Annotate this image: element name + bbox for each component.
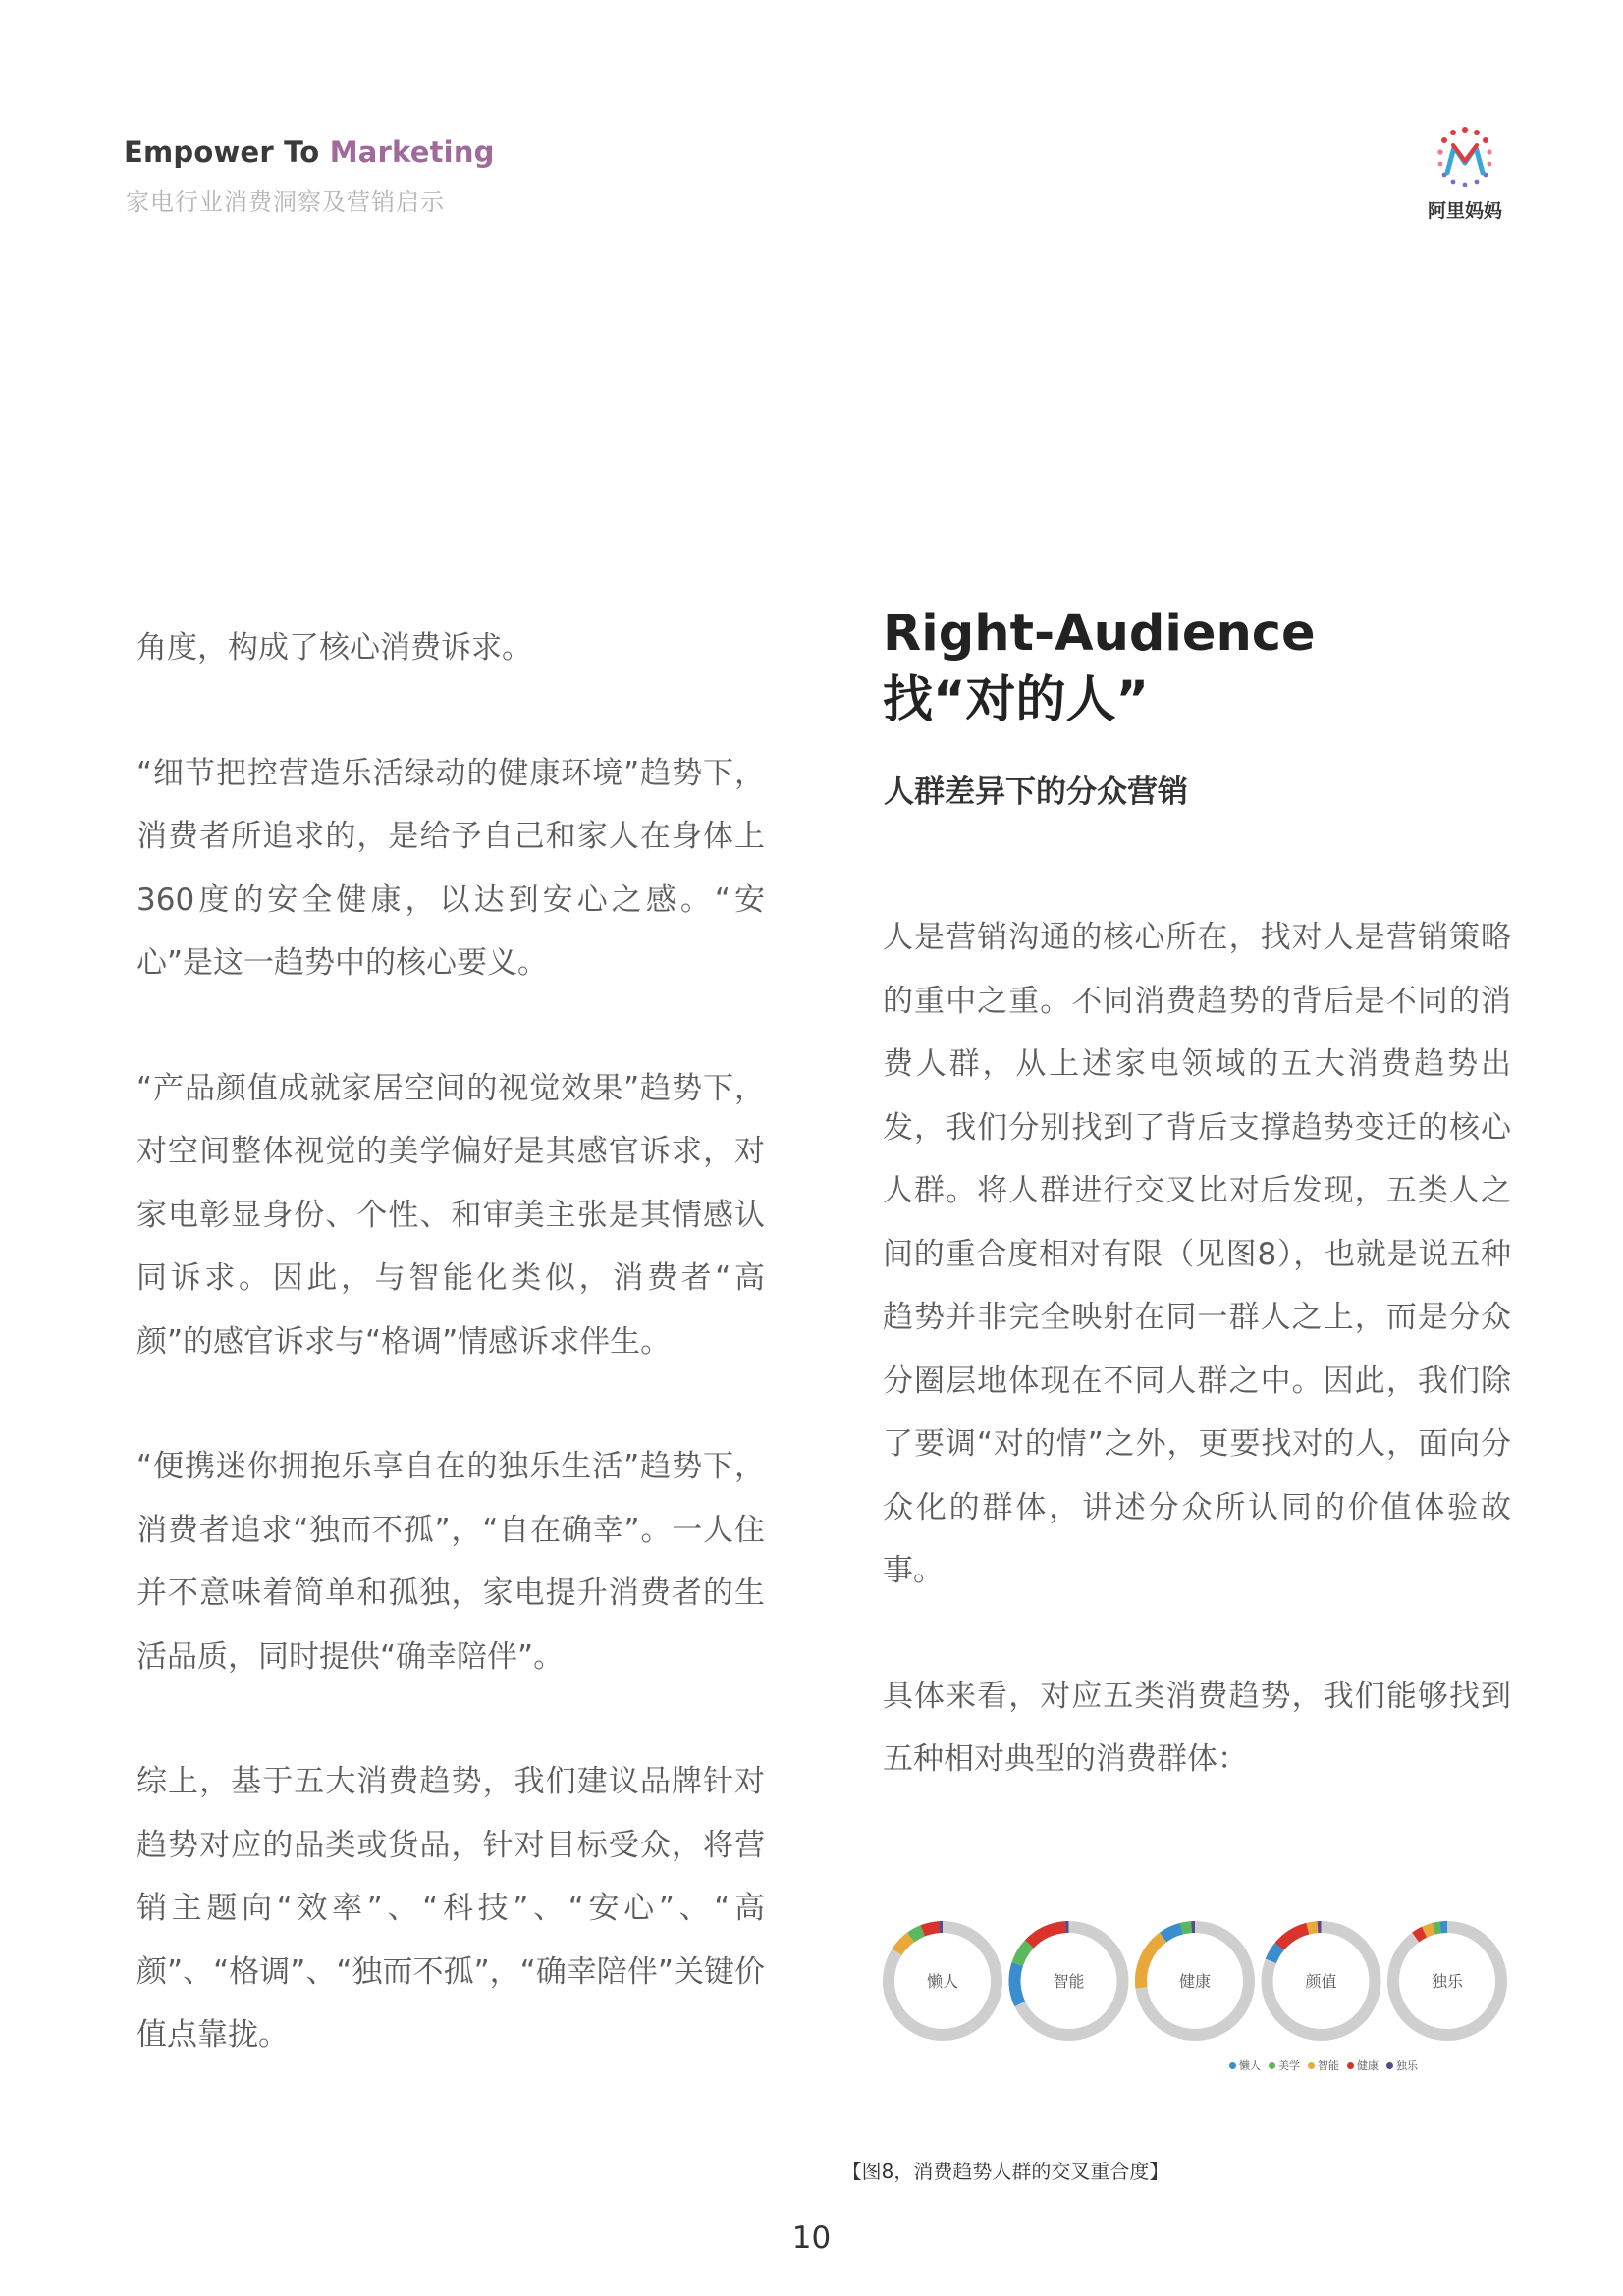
donut-3 <box>1141 1927 1249 2035</box>
left-paragraph: “细节把控营造乐活绿动的健康环境”趋势下，消费者所追求的，是给予自己和家人在身体上360度的安全健康，以达到安心之感。“安心”是这一趋势中的核心要义。 <box>136 755 765 981</box>
donut-segment-智能 <box>1425 1929 1434 1933</box>
donut-1 <box>889 1927 997 2035</box>
donut-label: 懒人 <box>926 1972 959 1991</box>
donut-5 <box>1393 1927 1501 2035</box>
donut-segment-健康 <box>1029 1927 1065 1944</box>
figure-caption: 【图8，消费趋势人群的交叉重合度】 <box>841 2160 1169 2183</box>
right-paragraph: 人是营销沟通的核心所在，找对人是营销策略的重中之重。不同消费趋势的背后是不同的消费人群，从上述家电领域的五大消费趋势出发，我们分别找到了背后支撑趋势变迁的核心人群。将人群进行交叉比对后发现，五类人之间的重合度相对有限（见图8），也就是说五种趋势并非完全映射在同一群人之上，而是分众分圈层地体现在不同人群之中。因此，我们除了要调“对的情”之外，更要找对的人，面向分众化的群体，讲述分众所认同的价值体验故事。 <box>883 920 1511 1588</box>
donut-segment-美学 <box>1181 1927 1191 1929</box>
right-column <box>883 906 1511 1791</box>
alimama-logo <box>1426 122 1504 230</box>
chart-legend <box>1229 2057 1418 2073</box>
donut-segment-智能 <box>1141 1938 1163 1988</box>
donut-label: 颜值 <box>1305 1972 1337 1991</box>
legend-label: 智能 <box>1318 2059 1339 2072</box>
section-title-line2: 找“对的人” <box>883 671 1150 729</box>
donut-segment-智能 <box>1308 1927 1318 1929</box>
header-title <box>124 135 495 169</box>
section-title <box>883 601 1316 734</box>
donut-segment-智能 <box>897 1938 911 1952</box>
donut-segment-健康 <box>1416 1932 1425 1937</box>
donut-segment-懒人 <box>1271 1947 1279 1961</box>
donut-segment-懒人 <box>1014 1964 1019 2003</box>
legend-item <box>1347 2057 1379 2073</box>
header-title-part1: Empower To <box>124 135 320 169</box>
alimama-logo-icon <box>1430 122 1500 192</box>
legend-item <box>1386 2057 1418 2073</box>
donut-segment-懒人 <box>1163 1929 1182 1938</box>
legend-dot <box>1347 2062 1354 2069</box>
left-paragraph: 角度，构成了核心消费诉求。 <box>136 630 532 666</box>
donut-segment-美学 <box>911 1931 923 1938</box>
section-title-line1: Right-Audience <box>883 605 1316 663</box>
header-subtitle: 家电行业消费洞察及营销启示 <box>126 188 445 216</box>
figure-caption-row <box>0 2156 1623 2184</box>
legend-dot <box>1386 2062 1393 2069</box>
donut-label: 独乐 <box>1431 1972 1464 1991</box>
donut-2 <box>1014 1927 1122 2035</box>
legend-dot <box>1308 2062 1315 2069</box>
left-paragraph: “便携迷你拥抱乐享自在的独乐生活”趋势下，消费者追求“独而不孤”，“自在确幸”。一人住并不意味着简单和孤独，家电提升消费者的生活品质，同时提供“确幸陪伴”。 <box>136 1449 765 1675</box>
legend-item <box>1308 2057 1339 2073</box>
donut-segment-美学 <box>1434 1927 1440 1928</box>
right-paragraph: 具体来看，对应五类消费趋势，我们能够找到五种相对典型的消费群体： <box>883 1678 1511 1777</box>
donut-segment-健康 <box>923 1927 940 1931</box>
logo-text: 阿里妈妈 <box>1427 200 1502 222</box>
donut-label: 健康 <box>1178 1972 1212 1991</box>
left-paragraph: 综上，基于五大消费趋势，我们建议品牌针对趋势对应的品类或货品，针对目标受众，将营销主题向“效率”、“科技”、“安心”、“高颜”、“格调”、“独而不孤”，“确幸陪伴”关键价值点靠拢。 <box>136 1764 765 2053</box>
overlap-donut-charts <box>880 1917 1508 2045</box>
legend-item <box>1269 2057 1300 2073</box>
header-title-part2: Marketing <box>329 135 495 169</box>
legend-label: 懒人 <box>1239 2059 1261 2072</box>
legend-label: 独乐 <box>1396 2059 1418 2072</box>
donut-segment-美学 <box>1017 1944 1029 1964</box>
legend-dot <box>1269 2062 1275 2069</box>
section-subtitle: 人群差异下的分众营销 <box>884 774 1188 810</box>
donut-4 <box>1268 1927 1376 2035</box>
page-number: 10 <box>791 2220 832 2256</box>
legend-label: 健康 <box>1357 2059 1379 2072</box>
donut-label: 智能 <box>1053 1972 1085 1991</box>
legend-label: 美学 <box>1278 2059 1300 2072</box>
legend-dot <box>1229 2062 1236 2069</box>
left-column <box>136 616 765 2067</box>
legend-item <box>1229 2057 1261 2073</box>
donut-segment-健康 <box>1279 1929 1308 1947</box>
left-paragraph: “产品颜值成就家居空间的视觉效果”趋势下，对空间整体视觉的美学偏好是其感官诉求，对家电彰显身份、个性、和审美主张是其情感认同诉求。因此，与智能化类似，消费者“高颜”的感官诉求与“格调”情感诉求伴生。 <box>136 1070 765 1360</box>
